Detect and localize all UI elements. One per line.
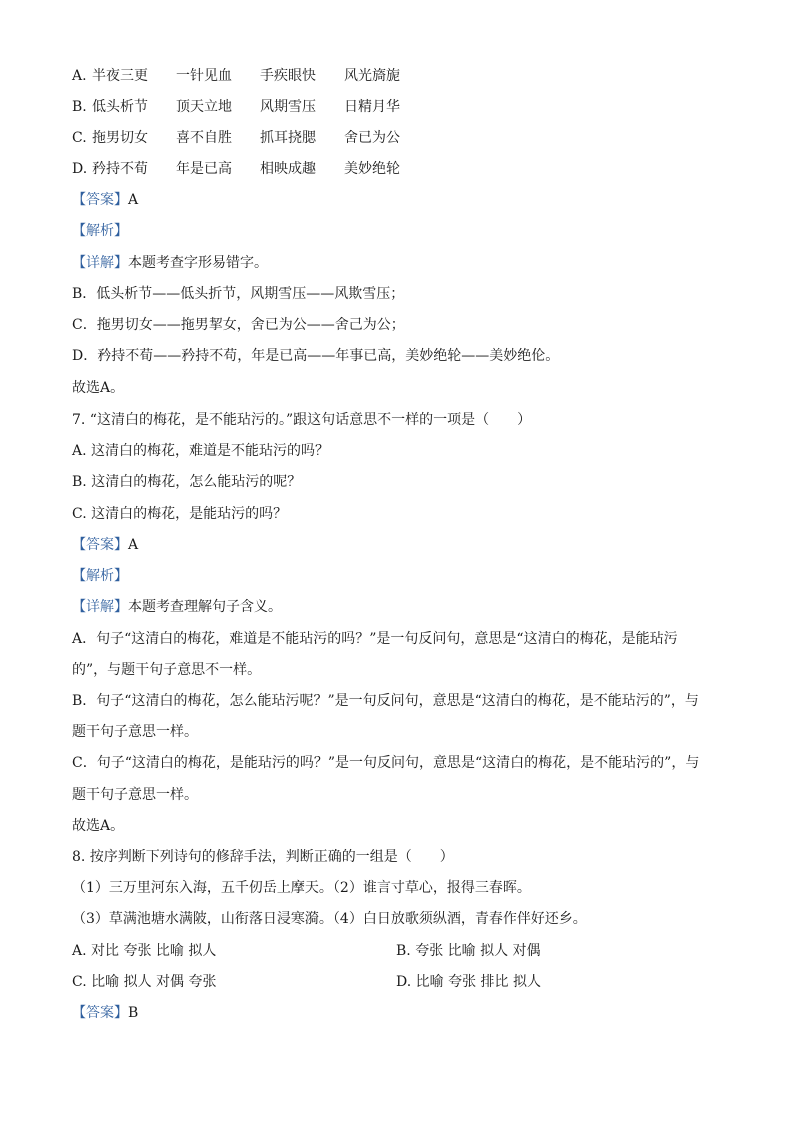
option-item: 舍已为公 — [344, 130, 400, 146]
q7-explanation-line: 题干句子意思一样。 — [72, 724, 198, 740]
q6-explanation-d: D．矜持不荀——矜持不苟，年是已高——年事已高，美妙绝轮——美妙绝伦。 — [72, 348, 560, 364]
q7-explanation-line: A．句子“这清白的梅花，难道是不能玷污的吗？”是一句反问句，意思是“这清白的梅花，是能玷污 — [72, 631, 678, 647]
detail-tag: 【详解】 — [72, 255, 128, 271]
option-item: 风期雪压 — [260, 99, 316, 115]
q8-option-a: A. 对比 夸张 比喻 拟人 — [72, 943, 217, 959]
option-item: 顶天立地 — [176, 99, 232, 115]
q7-conclusion: 故选A。 — [72, 818, 125, 834]
option-label: D. — [72, 161, 88, 177]
q6-explanation-b: B．低头析节——低头折节，风期雪压——风欺雪压； — [72, 286, 405, 302]
q7-explanation-line: 题干句子意思一样。 — [72, 787, 198, 803]
option-item: 拖男切女 — [92, 130, 148, 146]
q7-detail — [72, 597, 282, 617]
q6-detail — [72, 253, 268, 273]
option-item: 半夜三更 — [92, 68, 148, 84]
answer-tag: 【答案】 — [72, 192, 128, 208]
q8-poem-line: （3）草满池塘水满陂，山衔落日浸寒漪。（4）白日放歌须纵酒，青春作伴好还乡。 — [72, 911, 587, 927]
q7-explanation-line: 的”，与题干句子意思不一样。 — [72, 662, 262, 678]
option-label: A. — [72, 68, 87, 84]
answer-tag: 【答案】 — [72, 1005, 128, 1021]
q6-explanation-c: C．拖男切女——拖男挈女，舍已为公——舍己为公； — [72, 317, 405, 333]
q7-option-a: A. 这清白的梅花，难道是不能玷污的吗？ — [72, 443, 330, 459]
q8-answer — [72, 1003, 138, 1023]
answer-tag: 【答案】 — [72, 537, 128, 553]
option-item: 日精月华 — [344, 99, 400, 115]
answer-text: A — [128, 537, 139, 553]
q6-conclusion: 故选A。 — [72, 380, 125, 396]
q7-analysis-tag: 【解析】 — [72, 568, 128, 584]
option-item: 年是已高 — [176, 161, 232, 177]
q6-analysis-tag: 【解析】 — [72, 223, 128, 239]
q7-stem: 7. “这清白的梅花，是不能玷污的。”跟这句话意思不一样的一项是（ ） — [72, 412, 532, 428]
option-item: 手疾眼快 — [260, 68, 316, 84]
option-item: 抓耳挠腮 — [260, 130, 316, 146]
q8-stem: 8. 按序判断下列诗句的修辞手法，判断正确的一组是（ ） — [72, 849, 454, 865]
q7-explanation-line: C．句子“这清白的梅花，是能玷污的吗？”是一句反问句，意思是“这清白的梅花，是不能玷污的”，与 — [72, 755, 700, 771]
option-item: 一针见血 — [176, 68, 232, 84]
answer-text: B — [128, 1005, 139, 1021]
q7-answer — [72, 535, 138, 555]
q7-explanation-line: B．句子“这清白的梅花，怎么能玷污呢？”是一句反问句，意思是“这清白的梅花，是不能玷污的”，与 — [72, 693, 699, 709]
option-item: 喜不自胜 — [176, 130, 232, 146]
option-item: 相映成趣 — [260, 161, 316, 177]
answer-text: A — [128, 192, 139, 208]
option-item: 美妙绝轮 — [344, 161, 400, 177]
option-label: B. — [72, 99, 87, 115]
q8-option-c: C. 比喻 拟人 对偶 夸张 — [72, 974, 217, 990]
q8-option-b: B. 夸张 比喻 拟人 对偶 — [396, 943, 541, 959]
option-item: 矜持不荀 — [92, 161, 148, 177]
option-item: 风光旖旎 — [344, 68, 400, 84]
q7-option-c: C. 这清白的梅花，是能玷污的吗？ — [72, 506, 288, 522]
option-item: 低头析节 — [92, 99, 148, 115]
detail-text: 本题考查理解句子含义。 — [128, 599, 282, 615]
detail-tag: 【详解】 — [72, 599, 128, 615]
q6-answer — [72, 190, 138, 210]
q8-option-d: D. 比喻 夸张 排比 拟人 — [396, 974, 541, 990]
q7-option-b: B. 这清白的梅花，怎么能玷污的呢？ — [72, 474, 302, 490]
detail-text: 本题考查字形易错字。 — [128, 255, 268, 271]
q8-poem-line: （1）三万里河东入海，五千仞岳上摩天。（2）谁言寸草心，报得三春晖。 — [72, 880, 531, 896]
option-label: C. — [72, 130, 87, 146]
